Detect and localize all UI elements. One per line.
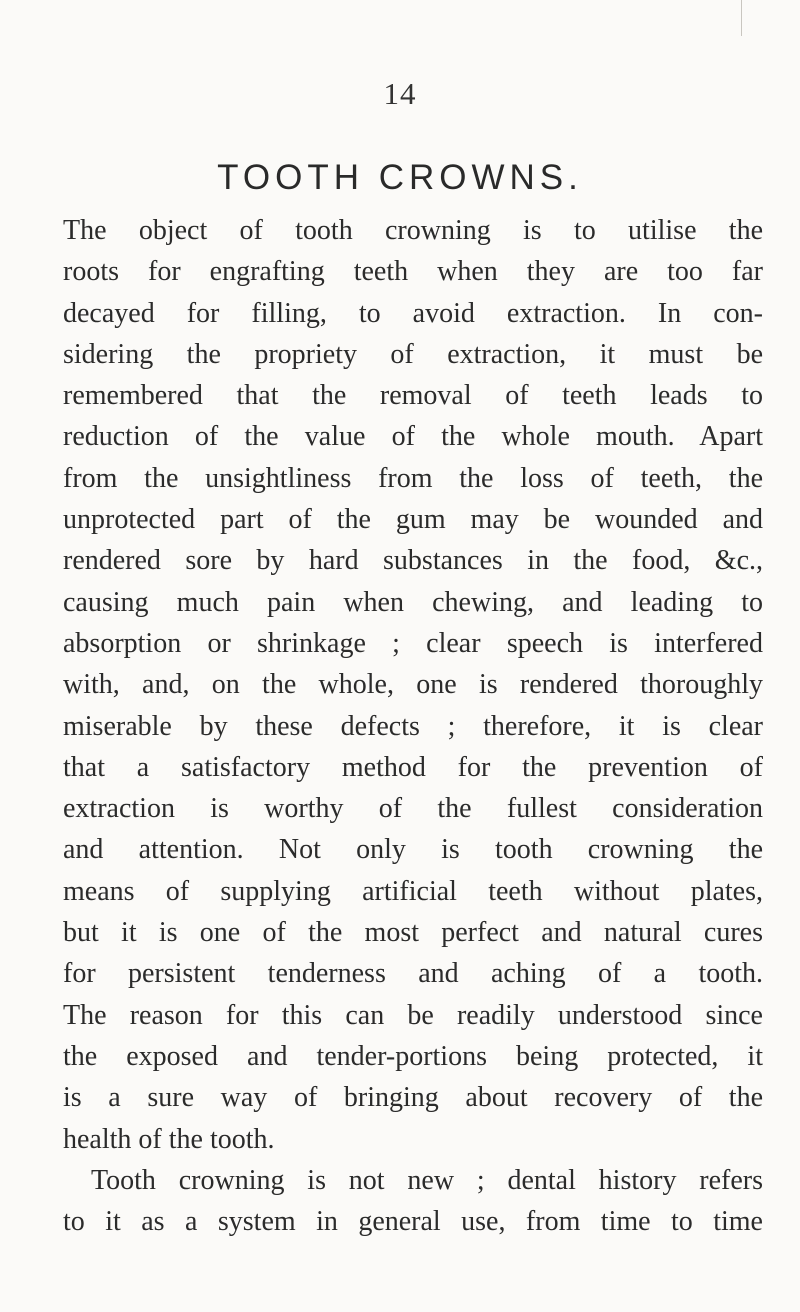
text-line: is a sure way of bringing about recovery of the bbox=[63, 1082, 763, 1114]
text-line: The object of tooth crowning is to utilise the bbox=[63, 215, 763, 246]
text-line: absorption or shrinkage ; clear speech is interfered bbox=[63, 627, 763, 659]
section-title: TOOTH CROWNS. bbox=[217, 158, 583, 197]
body-text bbox=[63, 210, 763, 1242]
text-line: means of supplying artificial teeth without plates, bbox=[63, 875, 763, 907]
text-line: extraction is worthy of the fullest consideration bbox=[63, 793, 763, 825]
text-line: health of the tooth. bbox=[63, 1123, 275, 1155]
text-line: remembered that the removal of teeth leads to bbox=[63, 380, 763, 412]
text-line: the exposed and tender-portions being protected, it bbox=[63, 1040, 763, 1072]
text-line: rendered sore by hard substances in the food, &c., bbox=[63, 545, 763, 577]
text-line: for persistent tenderness and aching of a tooth. bbox=[63, 958, 763, 990]
page-edge-mark bbox=[741, 0, 742, 36]
text-line: miserable by these defects ; therefore, it is clear bbox=[63, 710, 763, 742]
page-number: 14 bbox=[383, 76, 417, 111]
text-line: and attention. Not only is tooth crowning the bbox=[63, 834, 763, 866]
text-line: from the unsightliness from the loss of teeth, the bbox=[63, 462, 763, 494]
text-line: reduction of the value of the whole mouth. Apart bbox=[63, 421, 763, 453]
text-line: that a satisfactory method for the prevention of bbox=[63, 751, 763, 783]
text-line: roots for engrafting teeth when they are too far bbox=[63, 256, 763, 288]
text-line: Tooth crowning is not new ; dental history refers bbox=[91, 1164, 763, 1196]
text-line: to it as a system in general use, from time to time bbox=[63, 1206, 763, 1238]
text-line: sidering the propriety of extraction, it must be bbox=[63, 338, 763, 370]
text-line: with, and, on the whole, one is rendered thoroughly bbox=[63, 669, 763, 701]
text-line: The reason for this can be readily understood since bbox=[63, 999, 763, 1031]
text-line: unprotected part of the gum may be wounded and bbox=[63, 504, 763, 536]
text-line: but it is one of the most perfect and natural cures bbox=[63, 917, 763, 949]
text-line: causing much pain when chewing, and leading to bbox=[63, 586, 763, 618]
text-line: decayed for filling, to avoid extraction. In con- bbox=[63, 297, 763, 329]
